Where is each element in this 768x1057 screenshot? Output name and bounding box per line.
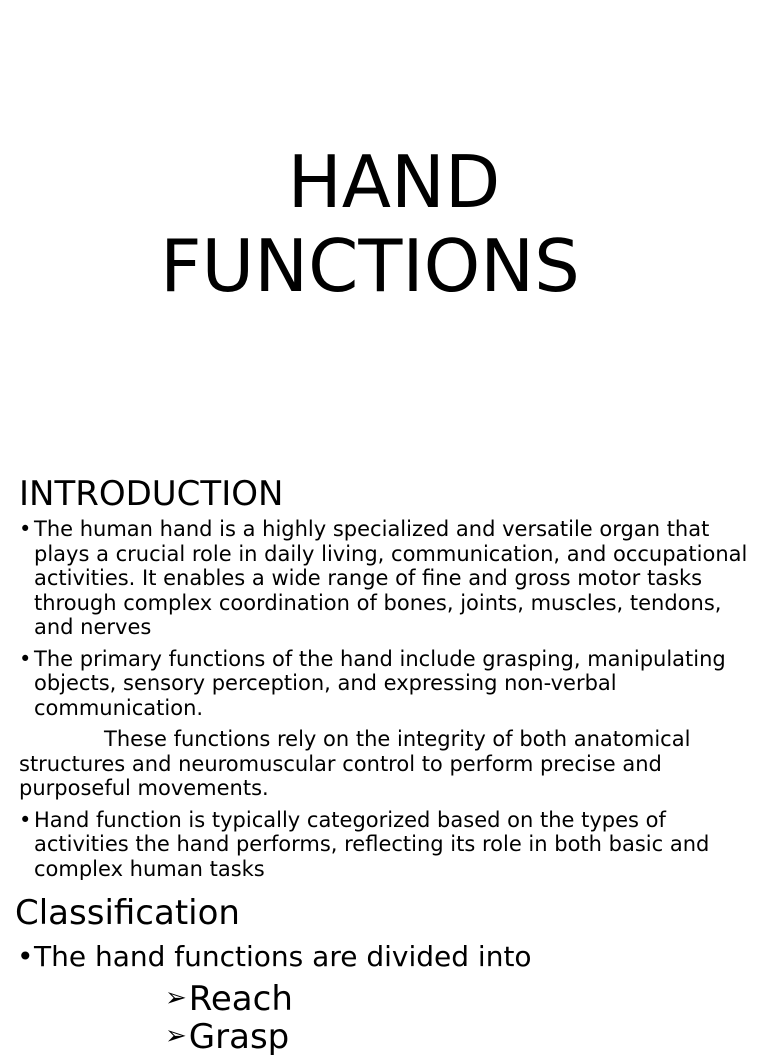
bullet-item: • The primary functions of the hand include grasping, manipulating objects, sensory perception, and expressing non-verbal communication. [19, 647, 764, 721]
bullet-item: • The hand functions are divided into [17, 940, 532, 974]
arrow-bullet-icon: ➢ [165, 1021, 187, 1051]
title-slide [0, 0, 768, 448]
sub-item-label: Grasp [188, 1017, 290, 1057]
bullet-item: • Hand function is typically categorized based on the types of activities the hand performs, reflecting its role in both basic and complex human tasks [19, 808, 764, 882]
arrow-bullet-icon: ➢ [165, 983, 187, 1013]
title-line-2: FUNCTIONS [160, 224, 580, 308]
slide-heading: Classification [15, 893, 240, 933]
sub-item-label: Reach [188, 979, 293, 1019]
sub-item [165, 1016, 289, 1057]
slide-heading: INTRODUCTION [19, 474, 284, 514]
classification-slide [0, 880, 768, 1057]
presentation-title [0, 140, 768, 308]
indented-paragraph: These functions rely on the integrity of both anatomical structures and neuromuscular control to perform precise and purposeful movements. [19, 727, 691, 800]
title-line-1: HAND [287, 140, 501, 224]
slide-body [19, 517, 764, 888]
introduction-slide [0, 460, 768, 881]
sub-item [165, 978, 293, 1019]
bullet-item: • The human hand is a highly specialized and versatile organ that plays a crucial role in daily living, communication, and occupational activities. It enables a wide range of fine and gross motor tasks through complex coordination of bones, joints, muscles, tendons, and nerves [19, 517, 764, 640]
